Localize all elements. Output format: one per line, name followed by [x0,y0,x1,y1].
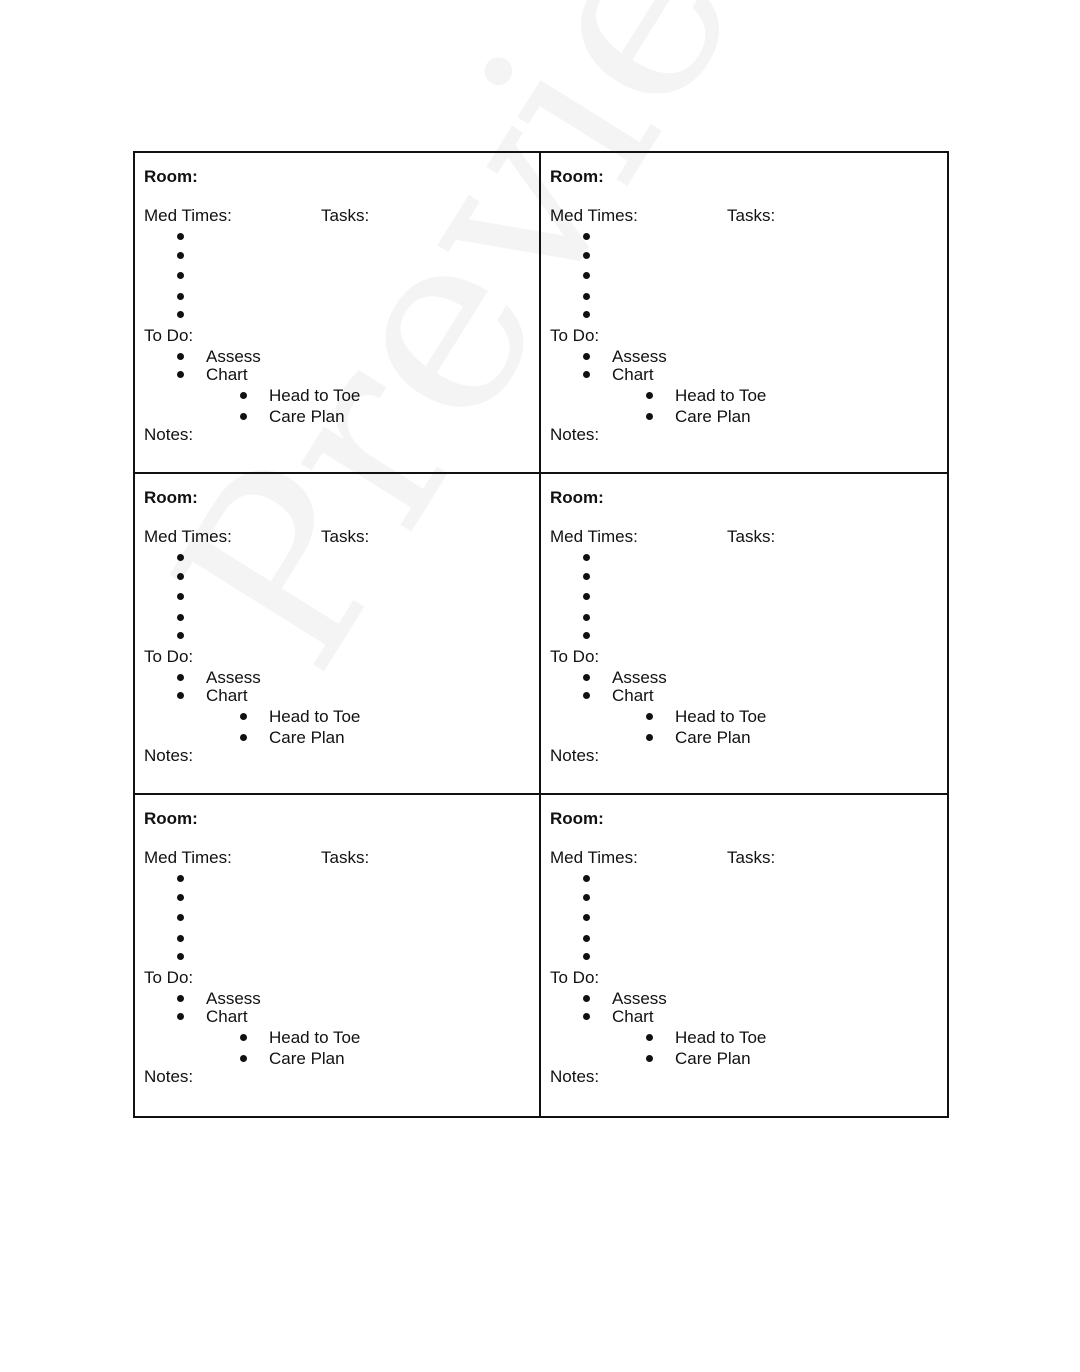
tasks-label: Tasks: [321,527,370,546]
patient-card-6 [541,795,947,1116]
med-time-bullet [177,894,184,901]
med-time-bullet [583,632,590,639]
subitem-label: Head to Toe [675,386,767,405]
todo-item-label: Assess [612,989,667,1008]
to-do-label: To Do: [144,326,194,345]
tasks-label: Tasks: [321,206,370,225]
subitem-head-to-toe [240,707,360,727]
patient-card-1 [135,153,541,474]
todo-item-assess [583,347,667,367]
todo-item-assess [177,347,261,367]
subitem-label: Head to Toe [675,1028,767,1047]
subitem-care-plan [646,407,751,427]
subitem-label: Care Plan [269,1049,345,1068]
todo-item-label: Assess [206,347,261,366]
med-time-bullet [583,614,590,621]
subitem-label: Head to Toe [269,386,361,405]
med-time-bullet [583,953,590,960]
tasks-label: Tasks: [727,848,776,867]
med-time-bullet [583,914,590,921]
med-time-bullet [583,252,590,259]
room-label: Room: [144,488,198,507]
todo-item-chart [583,1007,654,1027]
room-label: Room: [550,167,604,186]
subitem-label: Care Plan [675,1049,751,1068]
med-time-bullet [177,293,184,300]
todo-item-chart [583,365,654,385]
patient-card-4 [541,474,947,795]
todo-item-label: Assess [206,989,261,1008]
todo-item-assess [583,989,667,1009]
med-time-bullet [177,953,184,960]
med-time-bullet [177,554,184,561]
med-times-label: Med Times: [144,848,232,867]
todo-item-chart [583,686,654,706]
subitem-care-plan [240,407,345,427]
med-time-bullet [583,293,590,300]
subitem-head-to-toe [646,1028,766,1048]
med-time-bullet [177,914,184,921]
patient-card-2 [541,153,947,474]
todo-item-label: Chart [612,365,654,384]
room-label: Room: [144,809,198,828]
subitem-head-to-toe [240,1028,360,1048]
todo-item-chart [177,1007,248,1027]
med-time-bullet [177,875,184,882]
patient-card-5 [135,795,541,1116]
subitem-label: Head to Toe [269,707,361,726]
subitem-head-to-toe [646,707,766,727]
med-time-bullet [583,554,590,561]
todo-item-label: Chart [612,1007,654,1026]
med-time-bullet [177,252,184,259]
med-time-bullet [583,875,590,882]
room-label: Room: [144,167,198,186]
subitem-head-to-toe [240,386,360,406]
room-label: Room: [550,488,604,507]
room-label: Room: [550,809,604,828]
report-sheet [133,151,949,1118]
todo-item-label: Assess [206,668,261,687]
subitem-label: Care Plan [675,407,751,426]
notes-label: Notes: [550,746,600,765]
todo-item-label: Assess [612,347,667,366]
med-time-bullet [177,935,184,942]
subitem-care-plan [240,728,345,748]
tasks-label: Tasks: [727,527,776,546]
med-time-bullet [177,614,184,621]
todo-item-label: Assess [612,668,667,687]
subitem-head-to-toe [646,386,766,406]
todo-item-label: Chart [612,686,654,705]
todo-item-assess [583,668,667,688]
med-time-bullet [583,272,590,279]
med-time-bullet [583,894,590,901]
subitem-label: Care Plan [269,407,345,426]
med-times-label: Med Times: [550,527,638,546]
tasks-label: Tasks: [321,848,370,867]
to-do-label: To Do: [550,647,600,666]
subitem-label: Care Plan [269,728,345,747]
todo-item-chart [177,365,248,385]
med-times-label: Med Times: [144,206,232,225]
med-time-bullet [177,573,184,580]
subitem-label: Head to Toe [269,1028,361,1047]
tasks-label: Tasks: [727,206,776,225]
med-times-label: Med Times: [550,206,638,225]
med-time-bullet [177,272,184,279]
patient-card-3 [135,474,541,795]
med-time-bullet [177,311,184,318]
todo-item-label: Chart [206,1007,248,1026]
med-times-label: Med Times: [144,527,232,546]
subitem-label: Head to Toe [675,707,767,726]
to-do-label: To Do: [144,968,194,987]
notes-label: Notes: [550,425,600,444]
todo-item-assess [177,668,261,688]
to-do-label: To Do: [550,968,600,987]
med-time-bullet [583,573,590,580]
med-time-bullet [177,593,184,600]
todo-item-chart [177,686,248,706]
to-do-label: To Do: [550,326,600,345]
med-times-label: Med Times: [550,848,638,867]
to-do-label: To Do: [144,647,194,666]
med-time-bullet [583,935,590,942]
subitem-care-plan [240,1049,345,1069]
notes-label: Notes: [144,1067,194,1086]
todo-item-assess [177,989,261,1009]
med-time-bullet [583,593,590,600]
subitem-care-plan [646,1049,751,1069]
subitem-label: Care Plan [675,728,751,747]
subitem-care-plan [646,728,751,748]
med-time-bullet [177,632,184,639]
todo-item-label: Chart [206,686,248,705]
notes-label: Notes: [550,1067,600,1086]
med-time-bullet [583,233,590,240]
notes-label: Notes: [144,425,194,444]
todo-item-label: Chart [206,365,248,384]
med-time-bullet [177,233,184,240]
notes-label: Notes: [144,746,194,765]
med-time-bullet [583,311,590,318]
